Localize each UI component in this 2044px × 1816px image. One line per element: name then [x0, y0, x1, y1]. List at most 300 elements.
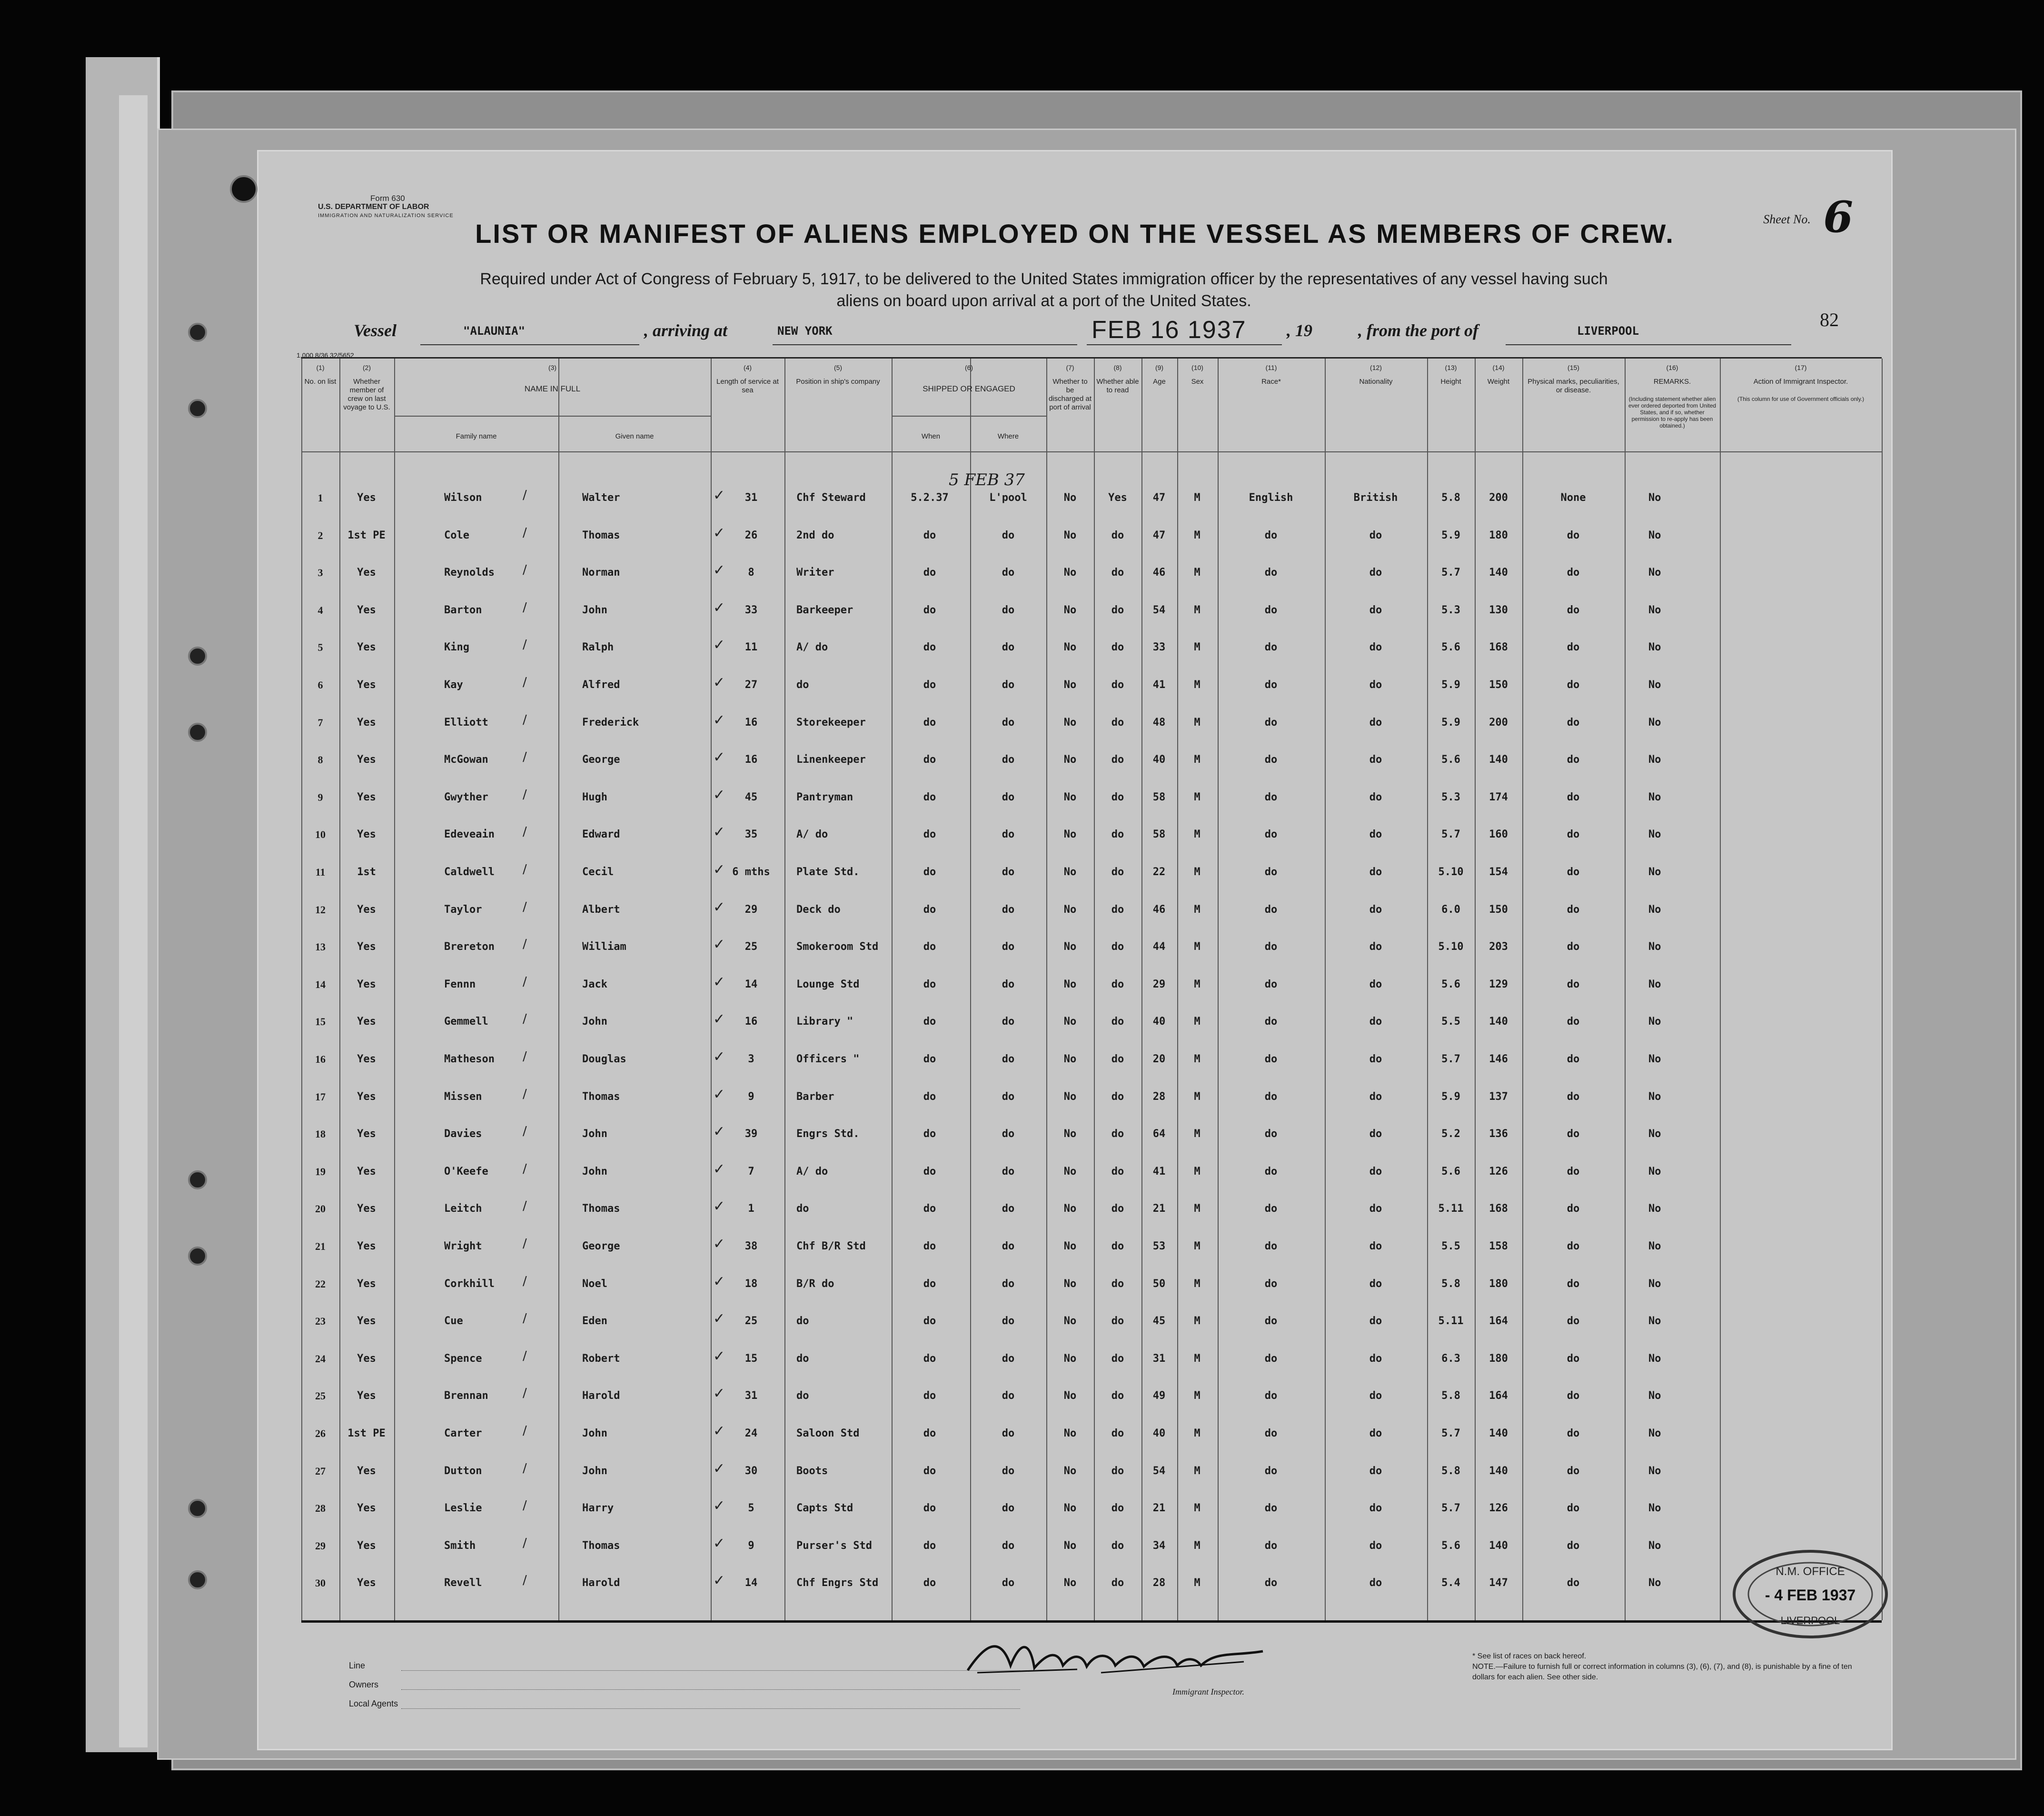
cell-where: do	[1002, 754, 1015, 766]
manifest-sheet	[257, 150, 1893, 1750]
arriving-label: , arriving at	[644, 321, 728, 340]
cell-sex: M	[1194, 866, 1201, 878]
cell-remarks: No	[1648, 716, 1661, 728]
cell-service: 9	[748, 1539, 754, 1552]
footer	[301, 1627, 1882, 1732]
cell-nat: do	[1369, 1352, 1382, 1365]
cell-marks: do	[1567, 1240, 1580, 1252]
cell-disch: No	[1063, 492, 1077, 504]
cell-position: A/ do	[796, 828, 828, 841]
check-mark-icon: ✓	[713, 1123, 725, 1140]
cell-age: 47	[1152, 492, 1166, 504]
cell-service: 24	[744, 1427, 758, 1439]
cell-race: do	[1264, 679, 1278, 691]
cell-crew: 1st PE	[347, 1427, 386, 1439]
cell-where: do	[1002, 1577, 1015, 1589]
cell-marks: do	[1567, 1539, 1580, 1552]
cell-family: Brereton	[444, 941, 495, 953]
slash-mark-icon: /	[523, 675, 527, 689]
subheader-rule	[892, 416, 1046, 417]
slash-mark-icon: /	[523, 1536, 527, 1550]
cell-read: do	[1111, 679, 1124, 691]
cell-race: do	[1264, 791, 1278, 803]
cell-when: do	[923, 1240, 936, 1252]
cell-height: 5.9	[1441, 716, 1460, 728]
cell-height: 5.8	[1441, 492, 1460, 504]
check-mark-icon: ✓	[713, 1198, 725, 1215]
cell-no: 25	[315, 1390, 326, 1402]
check-mark-icon: ✓	[713, 1160, 725, 1177]
cell-age: 20	[1152, 1053, 1166, 1065]
cell-position: do	[796, 1390, 809, 1402]
cell-nat: do	[1369, 1016, 1382, 1028]
slash-mark-icon: /	[523, 1087, 527, 1101]
column-header: REMARKS.	[1653, 378, 1691, 386]
punch-hole	[230, 175, 258, 203]
cell-disch: No	[1063, 1165, 1077, 1177]
cell-disch: No	[1063, 529, 1077, 541]
cell-marks: do	[1567, 941, 1580, 953]
cell-read: do	[1111, 1203, 1124, 1215]
cell-remarks: No	[1648, 1128, 1661, 1140]
cell-remarks: No	[1648, 1053, 1661, 1065]
cell-where: do	[1002, 866, 1015, 878]
table-row	[301, 524, 1882, 549]
punch-hole	[188, 399, 207, 418]
cell-no: 20	[315, 1203, 326, 1215]
cell-where: do	[1002, 1240, 1015, 1252]
form-number: Form 630	[370, 194, 405, 203]
cell-position: do	[796, 1352, 809, 1365]
cell-family: Fennn	[444, 978, 476, 990]
print-code: 1,000 8/36 32/5652	[297, 351, 354, 359]
cell-disch: No	[1063, 1053, 1077, 1065]
cell-sex: M	[1194, 716, 1201, 728]
column-header: Sex	[1191, 378, 1204, 386]
cell-weight: 140	[1489, 1539, 1508, 1552]
cell-where: do	[1002, 791, 1015, 803]
cell-age: 28	[1152, 1577, 1166, 1589]
cell-crew: Yes	[357, 1315, 376, 1327]
cell-no: 29	[315, 1539, 326, 1552]
cell-given: Thomas	[582, 1203, 620, 1215]
column-header: NAME IN FULL	[524, 384, 581, 393]
cell-family: Reynolds	[444, 567, 495, 579]
cell-no: 15	[315, 1016, 326, 1028]
table-row	[301, 637, 1882, 660]
table-row	[301, 1572, 1882, 1596]
check-mark-icon: ✓	[713, 1423, 725, 1439]
table-row	[301, 1011, 1882, 1035]
cell-sex: M	[1194, 754, 1201, 766]
slash-mark-icon: /	[523, 1049, 527, 1064]
cell-read: do	[1111, 1240, 1124, 1252]
check-mark-icon: ✓	[713, 973, 725, 990]
cell-given: Albert	[582, 903, 620, 916]
table-row	[301, 1160, 1882, 1185]
cell-height: 5.7	[1441, 567, 1460, 579]
cell-where: do	[1002, 1128, 1015, 1140]
cell-given: Ralph	[582, 641, 614, 654]
cell-weight: 200	[1489, 716, 1508, 728]
table-row	[301, 674, 1882, 698]
cell-where: do	[1002, 941, 1015, 953]
cell-crew: Yes	[357, 1203, 376, 1215]
cell-position: do	[796, 1315, 809, 1327]
races-note: * See list of races on back hereof.	[1472, 1652, 1587, 1660]
cell-race: do	[1264, 1277, 1278, 1290]
cell-family: Carter	[444, 1427, 482, 1439]
cell-marks: None	[1560, 492, 1586, 504]
table-row	[301, 1310, 1882, 1334]
cell-given: Jack	[582, 978, 607, 990]
column-number: (12)	[1370, 364, 1382, 371]
cell-age: 21	[1152, 1203, 1166, 1215]
cell-when: do	[923, 641, 936, 654]
cell-read: do	[1111, 1465, 1124, 1477]
cell-height: 5.4	[1441, 1577, 1460, 1589]
column-number: (10)	[1191, 364, 1203, 371]
cell-crew: Yes	[357, 903, 376, 916]
cell-family: Kay	[444, 679, 463, 691]
cell-remarks: No	[1648, 492, 1661, 504]
cell-remarks: No	[1648, 791, 1661, 803]
cell-service: 14	[744, 978, 758, 990]
column-header: Nationality	[1359, 378, 1393, 386]
table-row	[301, 1385, 1882, 1409]
table-row	[301, 1198, 1882, 1222]
cell-family: Matheson	[444, 1053, 495, 1065]
cell-position: A/ do	[796, 1165, 828, 1177]
cell-when: do	[923, 1465, 936, 1477]
cell-crew: Yes	[357, 492, 376, 504]
cell-when: do	[923, 1427, 936, 1439]
cell-read: do	[1111, 1165, 1124, 1177]
cell-race: do	[1264, 1240, 1278, 1252]
check-mark-icon: ✓	[713, 1497, 725, 1515]
table-row	[301, 562, 1882, 586]
stamp-line1: N.M. OFFICE	[1776, 1565, 1845, 1578]
cell-height: 5.7	[1441, 1427, 1460, 1439]
cell-crew: Yes	[357, 641, 376, 654]
cell-when: do	[923, 1128, 936, 1140]
cell-nat: do	[1369, 641, 1382, 654]
slash-mark-icon: /	[523, 1274, 527, 1288]
cell-remarks: No	[1648, 1016, 1661, 1028]
cell-position: Smokeroom Std	[796, 941, 879, 953]
cell-given: John	[582, 1465, 607, 1477]
column-header-note: (This column for use of Government officials only.)	[1737, 396, 1865, 402]
cell-read: do	[1111, 1053, 1124, 1065]
cell-height: 5.6	[1441, 641, 1460, 654]
column-header: SHIPPED OR ENGAGED	[923, 384, 1015, 393]
cell-service: 18	[744, 1277, 758, 1290]
cell-given: Alfred	[582, 679, 620, 691]
table-row	[301, 1535, 1882, 1559]
cell-where: L'pool	[989, 492, 1027, 504]
table-row	[301, 861, 1882, 885]
cell-disch: No	[1063, 828, 1077, 841]
cell-read: do	[1111, 941, 1124, 953]
cell-crew: Yes	[357, 1465, 376, 1477]
cell-disch: No	[1063, 567, 1077, 579]
check-mark-icon: ✓	[713, 1572, 725, 1589]
table-row	[301, 1123, 1882, 1147]
page-subtitle	[401, 268, 1687, 312]
cell-no: 10	[315, 828, 326, 841]
cell-service: 11	[744, 641, 758, 654]
cell-height: 5.9	[1441, 1090, 1460, 1103]
cell-given: George	[582, 754, 620, 766]
cell-read: do	[1111, 1016, 1124, 1028]
cell-remarks: No	[1648, 679, 1661, 691]
cell-service: 7	[748, 1165, 754, 1177]
column-number: (14)	[1492, 364, 1505, 371]
slash-mark-icon: /	[523, 600, 527, 615]
cell-crew: Yes	[357, 1240, 376, 1252]
cell-sex: M	[1194, 1539, 1201, 1552]
cell-marks: do	[1567, 903, 1580, 916]
cell-race: do	[1264, 1053, 1278, 1065]
cell-position: Linenkeeper	[796, 754, 866, 766]
cell-crew: Yes	[357, 1128, 376, 1140]
port-label: , from the port of	[1358, 321, 1479, 340]
cell-age: 29	[1152, 978, 1166, 990]
cell-position: do	[796, 679, 809, 691]
cell-where: do	[1002, 604, 1015, 616]
cell-disch: No	[1063, 1203, 1077, 1215]
check-mark-icon: ✓	[713, 1347, 725, 1365]
cell-family: Brennan	[444, 1390, 488, 1402]
cell-where: do	[1002, 529, 1015, 541]
cell-remarks: No	[1648, 1427, 1661, 1439]
cell-weight: 154	[1489, 866, 1508, 878]
cell-remarks: No	[1648, 641, 1661, 654]
slash-mark-icon: /	[523, 1124, 527, 1139]
cell-race: do	[1264, 1315, 1278, 1327]
service-name: IMMIGRATION AND NATURALIZATION SERVICE	[318, 213, 454, 219]
cell-weight: 140	[1489, 1465, 1508, 1477]
cell-sex: M	[1194, 903, 1201, 916]
cell-height: 5.5	[1441, 1016, 1460, 1028]
cell-disch: No	[1063, 1016, 1077, 1028]
cell-given: William	[582, 941, 626, 953]
cell-family: Leslie	[444, 1502, 482, 1515]
table-row	[301, 599, 1882, 623]
cell-when: do	[923, 604, 936, 616]
cell-disch: No	[1063, 1502, 1077, 1515]
cell-weight: 168	[1489, 1203, 1508, 1215]
cell-race: do	[1264, 978, 1278, 990]
column-header: Whether to be discharged at port of arrival	[1048, 378, 1092, 411]
cell-age: 44	[1152, 941, 1166, 953]
cell-marks: do	[1567, 1128, 1580, 1140]
cell-sex: M	[1194, 1427, 1201, 1439]
cell-where: do	[1002, 1203, 1015, 1215]
cell-age: 41	[1152, 679, 1166, 691]
column-header: Height	[1440, 378, 1461, 386]
column-number: (17)	[1795, 364, 1807, 371]
footnotes	[1472, 1651, 1872, 1683]
cell-no: 13	[315, 941, 326, 953]
cell-when: do	[923, 828, 936, 841]
cell-remarks: No	[1648, 1165, 1661, 1177]
penalty-note: NOTE.—Failure to furnish full or correct information in columns (3), (6), (7), and (8), is punishable by a fine of ten dollars for each alien. See other side.	[1472, 1663, 1852, 1681]
check-mark-icon: ✓	[713, 1310, 725, 1327]
cell-race: do	[1264, 754, 1278, 766]
cell-height: 5.3	[1441, 604, 1460, 616]
date-annotation: 5 FEB 37	[949, 470, 1025, 489]
cell-marks: do	[1567, 1465, 1580, 1477]
column-header: Weight	[1487, 378, 1510, 386]
slash-mark-icon: /	[523, 563, 527, 578]
cell-family: Elliott	[444, 716, 488, 728]
cell-remarks: No	[1648, 866, 1661, 878]
cell-position: Officers "	[796, 1053, 860, 1065]
cell-no: 22	[315, 1277, 326, 1290]
cell-remarks: No	[1648, 567, 1661, 579]
cell-nat: do	[1369, 1203, 1382, 1215]
punch-hole	[188, 1247, 207, 1266]
column-header: Action of Immigrant Inspector.	[1753, 378, 1848, 386]
check-mark-icon: ✓	[713, 524, 725, 541]
cell-sex: M	[1194, 1352, 1201, 1365]
cell-disch: No	[1063, 1427, 1077, 1439]
punch-hole	[188, 1570, 207, 1589]
cell-marks: do	[1567, 679, 1580, 691]
cell-family: King	[444, 641, 469, 654]
table-row	[301, 1460, 1882, 1484]
cell-sex: M	[1194, 679, 1201, 691]
punch-hole	[188, 1499, 207, 1518]
cell-family: Gwyther	[444, 791, 488, 803]
cell-weight: 174	[1489, 791, 1508, 803]
cell-race: do	[1264, 716, 1278, 728]
cell-remarks: No	[1648, 1465, 1661, 1477]
cell-disch: No	[1063, 641, 1077, 654]
table-row	[301, 711, 1882, 736]
cell-read: do	[1111, 791, 1124, 803]
cell-nat: do	[1369, 1539, 1382, 1552]
cell-nat: do	[1369, 1315, 1382, 1327]
cell-race: do	[1264, 1539, 1278, 1552]
slash-mark-icon: /	[523, 1237, 527, 1251]
punch-hole	[188, 723, 207, 742]
cell-marks: do	[1567, 567, 1580, 579]
cell-height: 5.7	[1441, 1502, 1460, 1515]
column-number: (13)	[1445, 364, 1457, 371]
cell-height: 5.8	[1441, 1465, 1460, 1477]
cell-when: do	[923, 1502, 936, 1515]
column-number: (8)	[1113, 364, 1122, 371]
cell-remarks: No	[1648, 604, 1661, 616]
vessel-line	[325, 316, 1791, 349]
check-mark-icon: ✓	[713, 898, 725, 916]
cell-race: do	[1264, 1016, 1278, 1028]
cell-read: Yes	[1108, 492, 1127, 504]
cell-no: 4	[318, 604, 323, 616]
cell-given: John	[582, 1427, 607, 1439]
cell-read: do	[1111, 1390, 1124, 1402]
cell-service: 6 mths	[732, 866, 770, 878]
cell-family: Wright	[444, 1240, 482, 1252]
cell-nat: do	[1369, 791, 1382, 803]
cell-when: do	[923, 567, 936, 579]
cell-nat: do	[1369, 1128, 1382, 1140]
cell-marks: do	[1567, 978, 1580, 990]
cell-when: do	[923, 866, 936, 878]
cell-height: 5.8	[1441, 1277, 1460, 1290]
cell-where: do	[1002, 1277, 1015, 1290]
cell-no: 30	[315, 1577, 326, 1589]
slash-mark-icon: /	[523, 1311, 527, 1326]
cell-service: 16	[744, 716, 758, 728]
cell-when: do	[923, 903, 936, 916]
cell-nat: do	[1369, 1465, 1382, 1477]
cell-when: do	[923, 941, 936, 953]
cell-service: 31	[744, 1390, 758, 1402]
cell-marks: do	[1567, 1277, 1580, 1290]
cell-crew: Yes	[357, 941, 376, 953]
column-number: (2)	[362, 364, 371, 371]
cell-no: 6	[318, 679, 323, 691]
table-row	[301, 1273, 1882, 1297]
date-stamp: FEB 16 1937	[1091, 316, 1247, 344]
check-mark-icon: ✓	[713, 1086, 725, 1103]
cell-weight: 160	[1489, 828, 1508, 841]
cell-remarks: No	[1648, 754, 1661, 766]
slash-mark-icon: /	[523, 525, 527, 540]
stamp-date: - 4 FEB 1937	[1765, 1587, 1856, 1604]
cell-weight: 164	[1489, 1390, 1508, 1402]
slash-mark-icon: /	[523, 974, 527, 989]
cell-race: do	[1264, 941, 1278, 953]
cell-weight: 140	[1489, 1016, 1508, 1028]
check-mark-icon: ✓	[713, 711, 725, 728]
cell-where: do	[1002, 1502, 1015, 1515]
cell-marks: do	[1567, 716, 1580, 728]
cell-race: do	[1264, 1427, 1278, 1439]
cell-read: do	[1111, 567, 1124, 579]
cell-no: 17	[315, 1090, 326, 1103]
cell-remarks: No	[1648, 529, 1661, 541]
cell-disch: No	[1063, 716, 1077, 728]
office-stamp	[1727, 1544, 1894, 1644]
check-mark-icon: ✓	[713, 861, 725, 878]
cell-remarks: No	[1648, 1539, 1661, 1552]
cell-service: 25	[744, 941, 758, 953]
cell-nat: do	[1369, 604, 1382, 616]
cell-marks: do	[1567, 1203, 1580, 1215]
cell-remarks: No	[1648, 1203, 1661, 1215]
cell-sex: M	[1194, 492, 1201, 504]
cell-age: 47	[1152, 529, 1166, 541]
slash-mark-icon: /	[523, 750, 527, 765]
stamp-line3: LIVERPOOL	[1780, 1615, 1840, 1626]
cell-remarks: No	[1648, 1390, 1661, 1402]
cell-no: 7	[318, 716, 323, 728]
cell-position: Barber	[796, 1090, 834, 1103]
cell-service: 16	[744, 1016, 758, 1028]
cell-when: do	[923, 1539, 936, 1552]
cell-when: do	[923, 754, 936, 766]
cell-no: 28	[315, 1502, 326, 1515]
cell-age: 45	[1152, 1315, 1166, 1327]
cell-remarks: No	[1648, 1315, 1661, 1327]
cell-disch: No	[1063, 604, 1077, 616]
cell-sex: M	[1194, 828, 1201, 841]
cell-nat: do	[1369, 828, 1382, 841]
